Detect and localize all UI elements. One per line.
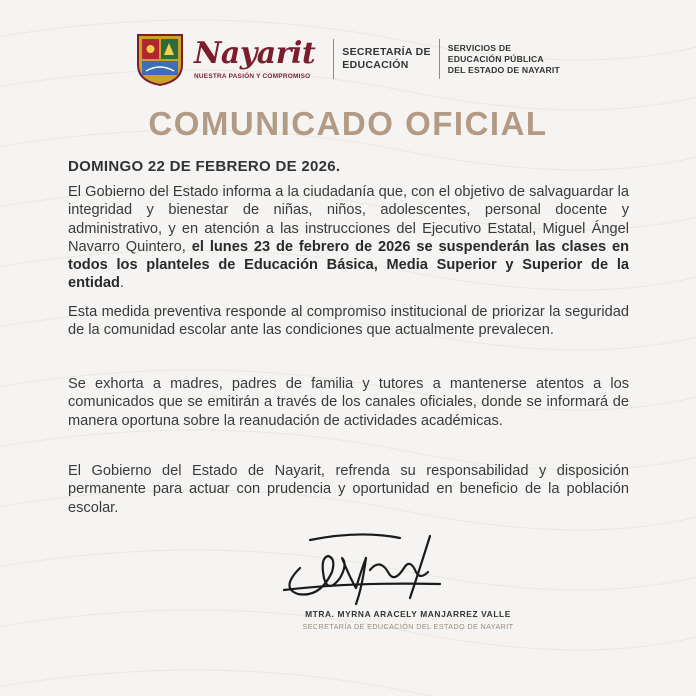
header-divider	[439, 39, 440, 79]
handwritten-signature	[270, 528, 450, 610]
paragraph-1-text: El Gobierno del Estado informa a la ciudadanía que, con el objetivo de salvaguardar la integridad y bienestar de niñas, niños, adolescentes, personal docente y administrativo, y en atención a las instrucciones del Ejecutivo Estatal, Miguel Ángel Navarro Quintero,	[68, 184, 629, 255]
header	[134, 30, 574, 88]
department-line-1: SECRETARÍA DE	[342, 46, 431, 58]
paragraph-1-end: .	[119, 275, 124, 292]
signer-role: SECRETARÍA DE EDUCACIÓN DEL ESTADO DE NAYARIT	[302, 622, 514, 631]
department-name	[342, 46, 431, 72]
page-title: COMUNICADO OFICIAL	[148, 105, 548, 142]
state-coat-of-arms-icon	[134, 31, 186, 87]
paragraph-1	[68, 183, 629, 293]
brand-name: Nayarit	[194, 35, 316, 71]
paragraph-2: Esta medida preventiva responde al compromiso institucional de priorizar la seguridad de la comunidad escolar ante las condiciones que actualmente prevalecen.	[68, 304, 629, 339]
brand-block	[194, 35, 316, 80]
services-line-1: SERVICIOS DE	[447, 42, 512, 53]
paragraph-4: El Gobierno del Estado de Nayarit, refrenda su responsabilidad y disposición permanente para actuar con prudencia y oportunidad en beneficio de la población escolar.	[68, 463, 629, 516]
department-line-2: EDUCACIÓN	[342, 59, 409, 71]
paragraph-3: Se exhorta a madres, padres de familia y tutores a mantenerse atentos a los comunicados que se emitirán a través de los canales oficiales, donde se informará de manera oportuna sobre la reanudación de actividades académicas.	[68, 376, 629, 429]
services-line-3: DEL ESTADO DE NAYARIT	[447, 64, 560, 75]
communique-date: DOMINGO 22 DE FEBRERO DE 2026.	[68, 158, 341, 175]
signer-name: MTRA. MYRNA ARACELY MANJARREZ VALLE	[305, 609, 511, 619]
paragraph-1-bold: el lunes 23 de febrero de 2026 se suspenderán las clases en todos los planteles de Educación Básica, Media Superior y Superior de la entidad	[68, 238, 630, 292]
services-line-2: EDUCACIÓN PÚBLICA	[447, 53, 544, 64]
services-name	[448, 43, 560, 76]
brand-slogan: NUESTRA PASIÓN Y COMPROMISO	[194, 72, 311, 80]
header-divider	[333, 39, 334, 79]
